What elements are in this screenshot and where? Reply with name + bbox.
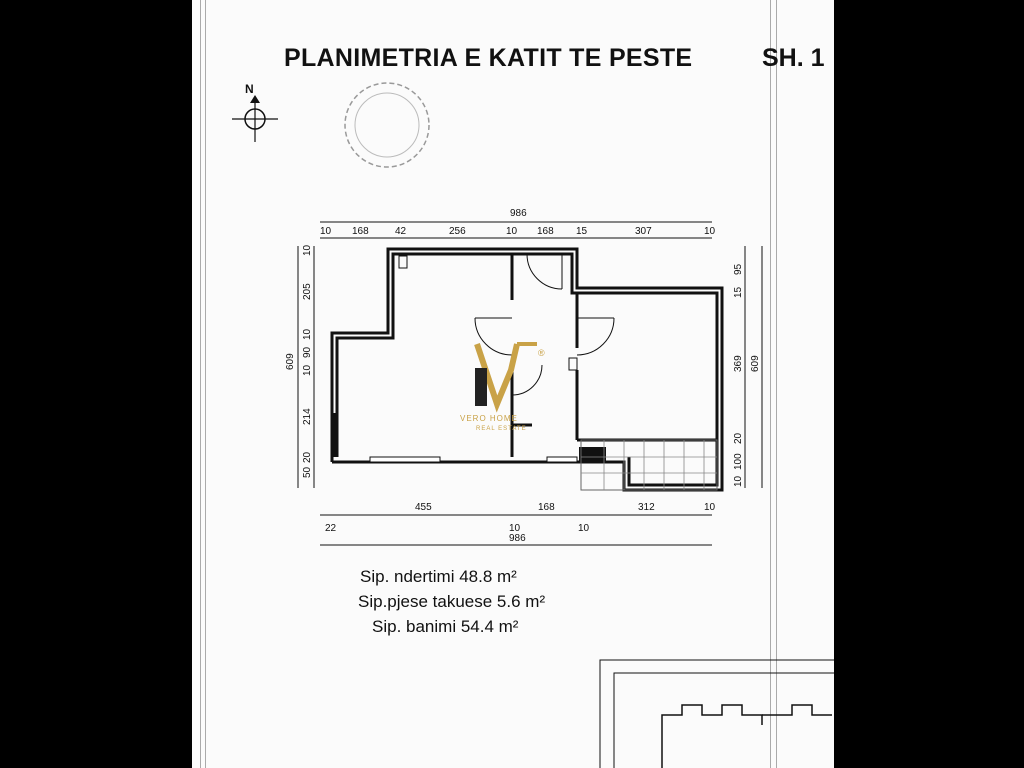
dim-top-seg: 10 (506, 226, 518, 237)
dim-bottom-seg: 10 (509, 523, 521, 534)
dim-right-seg: 20 (733, 432, 744, 444)
dim-left-seg: 10 (302, 244, 313, 256)
dim-bottom-seg: 10 (578, 523, 590, 534)
dim-left-seg: 10 (302, 364, 313, 376)
sheet-number: SH. 1 (762, 44, 825, 72)
dim-right-seg: 369 (733, 355, 744, 372)
dim-bottom-total: 986 (509, 533, 526, 544)
area-summary (360, 564, 545, 639)
dim-left-total: 609 (285, 353, 296, 370)
plan-title: PLANIMETRIA E KATIT TE PESTE (284, 44, 693, 72)
drawing-sheet (192, 0, 834, 768)
dim-right-seg: 15 (733, 286, 744, 298)
brand-subtitle: REAL ESTATE (476, 426, 527, 432)
dim-bottom-seg: 455 (415, 502, 432, 513)
dim-right-seg: 100 (733, 453, 744, 470)
site-plan-fragment (592, 655, 834, 768)
dim-left-seg: 205 (302, 283, 313, 300)
registered-mark: ® (538, 348, 545, 358)
brand-name: VERO HOME (460, 414, 518, 423)
dim-top-seg: 256 (449, 226, 466, 237)
north-arrow-icon (232, 82, 278, 142)
dim-top-seg: 10 (320, 226, 332, 237)
dim-top-seg: 307 (635, 226, 652, 237)
dim-bottom-seg: 22 (325, 523, 337, 534)
dim-left-seg: 50 (302, 466, 313, 478)
dim-right-seg: 95 (733, 263, 744, 275)
dim-top-seg: 168 (352, 226, 369, 237)
north-label: N (245, 82, 254, 96)
dim-top-seg: 10 (704, 226, 716, 237)
dim-top-seg: 168 (537, 226, 554, 237)
dim-top-seg: 15 (576, 226, 588, 237)
area-construction: Sip. ndertimi 48.8 m² (360, 567, 517, 586)
area-living: Sip. banimi 54.4 m² (372, 617, 519, 636)
dim-left-seg: 214 (302, 408, 313, 425)
dim-left-seg: 90 (302, 346, 313, 358)
dim-right-total: 609 (750, 355, 761, 372)
dim-left-seg: 20 (302, 451, 313, 463)
dim-bottom-seg: 168 (538, 502, 555, 513)
dim-bottom-seg: 10 (704, 502, 716, 513)
dim-top-total: 986 (510, 208, 527, 219)
dim-right-seg: 10 (733, 475, 744, 487)
dim-left-seg: 10 (302, 328, 313, 340)
area-shared: Sip.pjese takuese 5.6 m² (358, 592, 546, 611)
dim-top-seg: 42 (395, 226, 407, 237)
dim-bottom-seg: 312 (638, 502, 655, 513)
